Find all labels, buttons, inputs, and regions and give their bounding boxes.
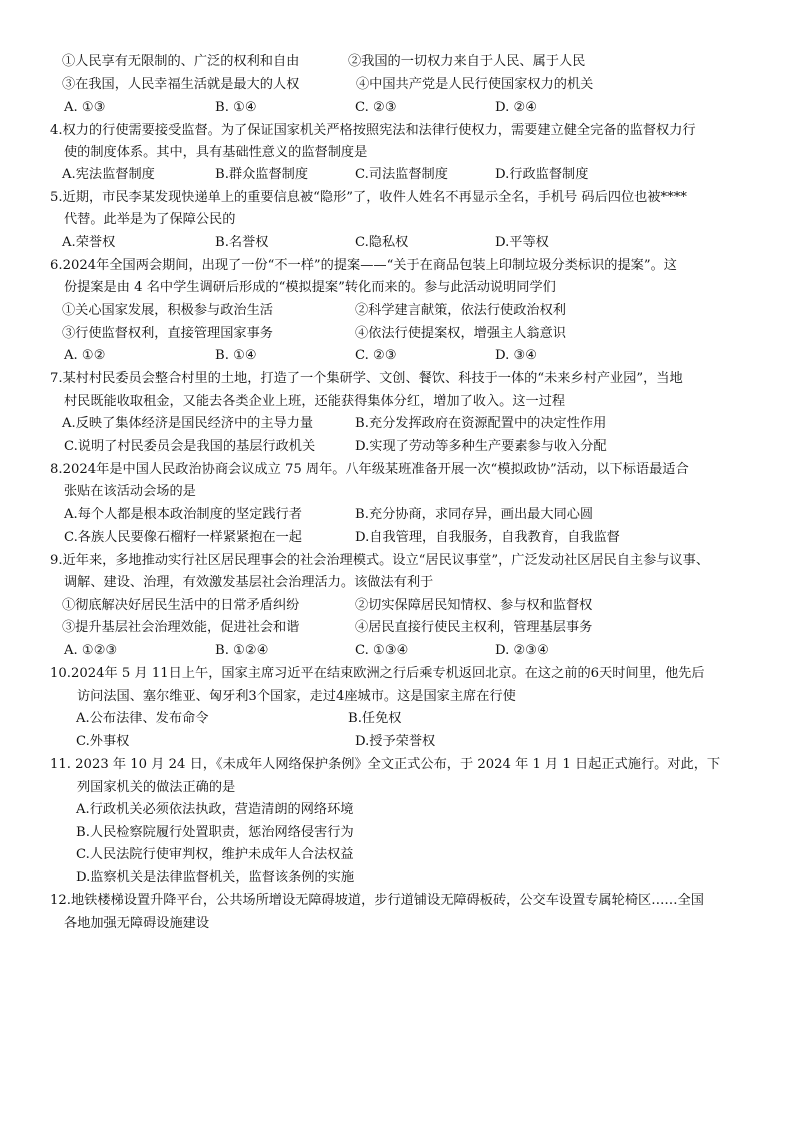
q5-option-c: C.隐私权 [355, 235, 409, 250]
q11-option-b: B.人民检察院履行处置职责，惩治网络侵害行为 [76, 825, 354, 840]
q4-option-c: C.司法监督制度 [355, 167, 448, 182]
statement-4: ④中国共产党是人民行使国家权力的机关 [356, 77, 594, 92]
q8-option-b: B.充分协商，求同存异，画出最大同心圆 [355, 507, 594, 522]
q7-option-c: C.说明了村民委员会是我国的基层行政机关 [64, 439, 316, 454]
q8-option-c: C.各族人民要像石榴籽一样紧紧抱在一起 [64, 530, 302, 545]
q10-option-b: B.任免权 [348, 711, 402, 726]
q6-statement-1: ①关心国家发展，积极参与政治生活 [62, 303, 273, 318]
question-6-stem-cont: 份提案是由 4 名中学生调研后形成的“模拟提案”转化而来的。参与此活动说明同学们 [64, 280, 556, 295]
q11-option-d: D.监察机关是法律监督机关，监督该条例的实施 [76, 870, 355, 885]
q4-option-a: A.宪法监督制度 [62, 167, 155, 182]
statement-2: ②我国的一切权力来自于人民、属于人民 [348, 54, 586, 69]
q5-option-d: D.平等权 [495, 235, 549, 250]
question-8-stem: 8.2024年是中国人民政治协商会议成立 75 周年。八年级某班准备开展一次“模拟政协”活动，以下标语最适合 [50, 462, 689, 477]
question-5-stem: 5.近期，市民李某发现快递单上的重要信息被“隐形”了，收件人姓名不再显示全名，手机号 码后四位也被**** [50, 190, 687, 205]
q10-option-d: D.授予荣誉权 [355, 734, 436, 749]
question-8-stem-cont: 张贴在该活动会场的是 [64, 484, 196, 499]
q7-option-d: D.实现了劳动等多种生产要素参与收入分配 [355, 439, 607, 454]
question-9-stem: 9.近年来，多地推动实行社区居民理事会的社会治理模式。设立“居民议事堂”，广泛发动社区居民自主参与议事、 [50, 553, 710, 568]
q11-option-a: A.行政机关必须依法执政，营造清朗的网络环境 [76, 802, 354, 817]
q9-statement-4: ④居民直接行使民主权利，管理基层事务 [355, 620, 593, 635]
question-12-stem: 12.地铁楼梯设置升降平台，公共场所增设无障碍坡道，步行道铺设无障碍板砖，公交车设置专属轮椅区……全国 [50, 893, 704, 908]
q6-statement-3: ③行使监督权利，直接管理国家事务 [62, 326, 273, 341]
option-d: D. ②④ [495, 100, 538, 115]
statement-3: ③在我国，人民幸福生活就是最大的人权 [62, 77, 300, 92]
q9-statement-2: ②切实保障居民知情权、参与权和监督权 [355, 598, 593, 613]
q6-option-c: C. ②③ [355, 348, 397, 363]
question-12-stem-cont: 各地加强无障碍设施建设 [64, 916, 210, 931]
option-b: B. ①④ [215, 100, 257, 115]
q5-option-b: B.名誉权 [215, 235, 269, 250]
question-4-stem-cont: 使的制度体系。其中，具有基础性意义的监督制度是 [64, 145, 368, 160]
q9-statement-1: ①彻底解决好居民生活中的日常矛盾纠纷 [62, 598, 300, 613]
q7-option-b: B.充分发挥政府在资源配置中的决定性作用 [355, 416, 607, 431]
question-11-stem: 11. 2023 年 10 月 24 日，《未成年人网络保护条例》全文正式公布，于 2024 年 1 月 1 日起正式施行。对此，下 [50, 757, 721, 772]
question-11-stem-cont: 列国家机关的做法正确的是 [77, 780, 236, 795]
q9-option-b: B. ①②④ [215, 643, 269, 658]
q6-option-a: A. ①② [64, 348, 106, 363]
q9-statement-3: ③提升基层社会治理效能，促进社会和谐 [62, 620, 300, 635]
q11-option-c: C.人民法院行使审判权，维护未成年人合法权益 [76, 847, 354, 862]
question-5-stem-cont: 代替。此举是为了保障公民的 [64, 212, 236, 227]
option-c: C. ②③ [355, 100, 397, 115]
q7-option-a: A.反映了集体经济是国民经济中的主导力量 [62, 416, 314, 431]
statement-1: ①人民享有无限制的、广泛的权利和自由 [62, 54, 300, 69]
q6-option-b: B. ①④ [215, 348, 257, 363]
q6-statement-4: ④依法行使提案权，增强主人翁意识 [355, 326, 566, 341]
q9-option-a: A. ①②③ [64, 643, 118, 658]
q4-option-d: D.行政监督制度 [495, 167, 589, 182]
q8-option-d: D.自我管理，自我服务，自我教育，自我监督 [355, 530, 620, 545]
q8-option-a: A.每个人都是根本政治制度的坚定践行者 [64, 507, 302, 522]
question-7-stem-cont: 村民既能收取租金，又能去各类企业上班，还能获得集体分红，增加了收入。这一过程 [64, 394, 566, 409]
q10-option-c: C.外事权 [76, 734, 130, 749]
q5-option-a: A.荣誉权 [62, 235, 116, 250]
q10-option-a: A.公布法律、发布命令 [76, 711, 209, 726]
q6-statement-2: ②科学建言献策，依法行使政治权利 [355, 303, 566, 318]
question-10-stem: 10.2024年 5 月 11日上午，国家主席习近平在结束欧洲之行后乘专机返回北京。在这之前的6天时间里，他先后 [50, 666, 705, 681]
q4-option-b: B.群众监督制度 [215, 167, 309, 182]
q9-option-c: C. ①③④ [355, 643, 409, 658]
question-4-stem: 4.权力的行使需要接受监督。为了保证国家机关严格按照宪法和法律行使权力，需要建立健全完备的监督权力行 [50, 123, 696, 138]
q6-option-d: D. ③④ [495, 348, 538, 363]
question-9-stem-cont: 调解、建设、治理，有效激发基层社会治理活力。该做法有利于 [64, 575, 434, 590]
question-10-stem-cont: 访问法国、塞尔维亚、匈牙利3个国家，走过4座城市。这是国家主席在行使 [77, 689, 516, 704]
q9-option-d: D. ②③④ [495, 643, 549, 658]
question-6-stem: 6.2024年全国两会期间，出现了一份“不一样”的提案——“关于在商品包装上印制垃圾分类标识的提案”。这 [50, 258, 677, 273]
option-a: A. ①③ [64, 100, 106, 115]
question-7-stem: 7.某村村民委员会整合村里的土地，打造了一个集研学、文创、餐饮、科技于一体的“未来乡村产业园”，当地 [50, 371, 683, 386]
